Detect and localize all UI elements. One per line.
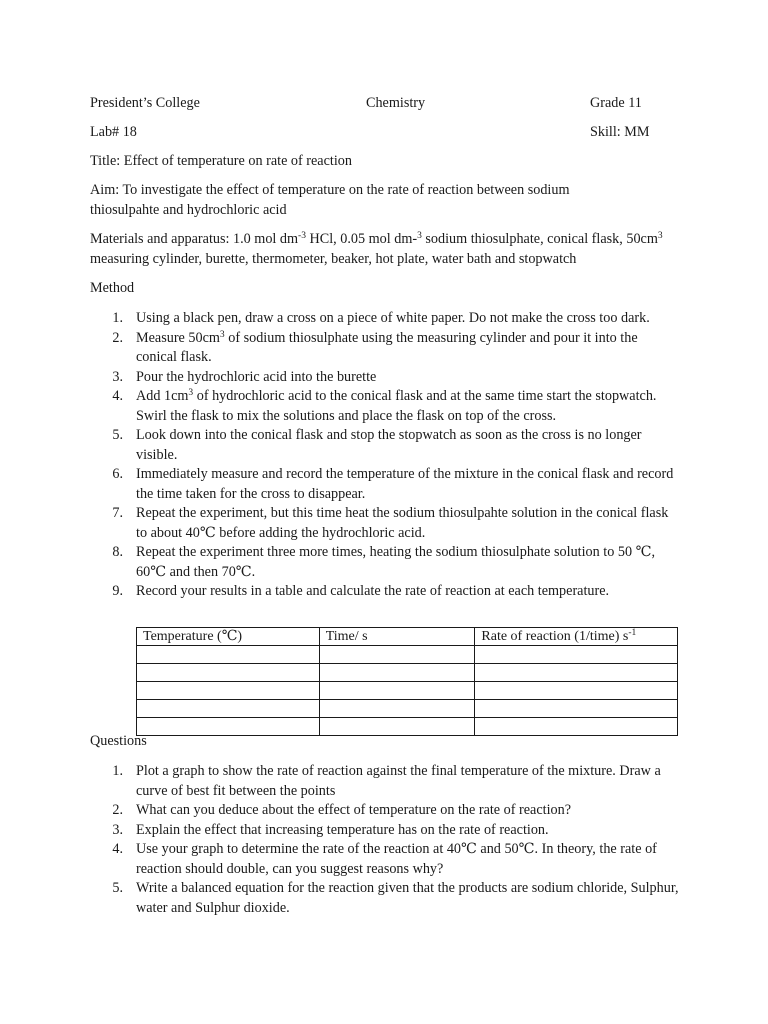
table-row <box>137 718 678 736</box>
table-cell[interactable] <box>475 646 678 664</box>
question-item: 2. What can you deduce about the effect of temperature on the rate of reaction? <box>112 802 571 818</box>
table-cell[interactable] <box>319 682 475 700</box>
column-header-time: Time/ s <box>319 628 475 646</box>
method-step: 7. Repeat the experiment, but this time heat the sodium thiosulpahte solution in the conical flask to about 40℃ before adding the hydrochloric acid. <box>112 505 669 541</box>
question-item: 4. Use your graph to determine the rate of the reaction at 40℃ and 50℃. In theory, the rate of reaction should double, can you suggest reasons why? <box>112 841 657 877</box>
question-item: 5. Write a balanced equation for the reaction given that the products are sodium chloride, Sulphur, water and Sulphur dioxide. <box>112 880 679 916</box>
table-cell[interactable] <box>319 700 475 718</box>
column-header-temperature: Temperature (℃) <box>137 628 320 646</box>
question-item: 1. Plot a graph to show the rate of reaction against the final temperature of the mixture. Draw a curve of best fit between the points <box>112 763 661 799</box>
materials-text: Materials and apparatus: 1.0 mol $dm^{-3}$ HCl, 0.05 mol dm-$^3$ sodium thiosulphate, conical flask, $50cm^3$ measuring cylinder, burette, thermometer, beaker, hot plate, water bath and stopwatch <box>90 231 663 267</box>
lab-number: Lab# 18 <box>90 124 137 140</box>
lab-title: Title: Effect of temperature on rate of reaction <box>90 153 352 169</box>
header-row-2 <box>90 122 680 142</box>
method-step: 5. Look down into the conical flask and stop the stopwatch as soon as the cross is no longer visible. <box>112 427 642 463</box>
table-cell[interactable] <box>319 646 475 664</box>
method-list <box>90 309 680 602</box>
subject-name: Chemistry <box>366 95 426 111</box>
method-step: 3. Pour the hydrochloric acid into the burette <box>112 368 377 385</box>
grade-label: Grade 11 <box>590 95 642 111</box>
aim-text: Aim: To investigate the effect of temperature on the rate of reaction between sodium thiosulpahte and hydrochloric acid <box>90 182 570 218</box>
table-cell[interactable] <box>137 682 320 700</box>
skill-label: Skill: MM <box>590 124 650 140</box>
method-step: 1. Using a black pen, draw a cross on a piece of white paper. Do not make the cross too dark. <box>112 310 650 326</box>
results-table <box>136 627 678 736</box>
table-cell[interactable] <box>475 718 678 736</box>
table-row <box>137 682 678 700</box>
method-step: 4. Add $1cm^3$ of hydrochloric acid to the conical flask and at the same time start the stopwatch. Swirl the flask to mix the solutions and place the flask on top of the cross. <box>112 388 657 424</box>
table-row <box>137 700 678 718</box>
table-cell[interactable] <box>137 718 320 736</box>
table-cell[interactable] <box>137 646 320 664</box>
method-step: 6. Immediately measure and record the temperature of the mixture in the conical flask and record the time taken for the cross to disappear. <box>112 466 674 502</box>
header-row-1 <box>90 93 680 113</box>
table-cell[interactable] <box>319 664 475 682</box>
question-item: 3. Explain the effect that increasing temperature has on the rate of reaction. <box>112 821 549 838</box>
questions-heading: Questions <box>90 733 147 749</box>
table-row <box>137 646 678 664</box>
table-cell[interactable] <box>137 664 320 682</box>
table-cell[interactable] <box>475 664 678 682</box>
table-row <box>137 664 678 682</box>
method-heading: Method <box>90 280 135 296</box>
column-header-rate: Rate of reaction (1/time) $s^{-1}$ <box>475 628 678 646</box>
table-cell[interactable] <box>319 718 475 736</box>
table-cell[interactable] <box>475 682 678 700</box>
method-step: 8. Repeat the experiment three more times, heating the sodium thiosulphate solution to 50 ℃, 60℃ and then 70℃. <box>112 544 656 580</box>
table-cell[interactable] <box>137 700 320 718</box>
questions-list <box>90 762 680 918</box>
table-cell[interactable] <box>475 700 678 718</box>
method-step: 2. Measure $50cm^3$ of sodium thiosulphate using the measuring cylinder and pour it into the conical flask. <box>112 329 638 365</box>
school-name: President’s College <box>90 95 200 111</box>
method-step: 9. Record your results in a table and calculate the rate of reaction at each temperature. <box>112 583 610 599</box>
table-header-row <box>137 628 678 646</box>
